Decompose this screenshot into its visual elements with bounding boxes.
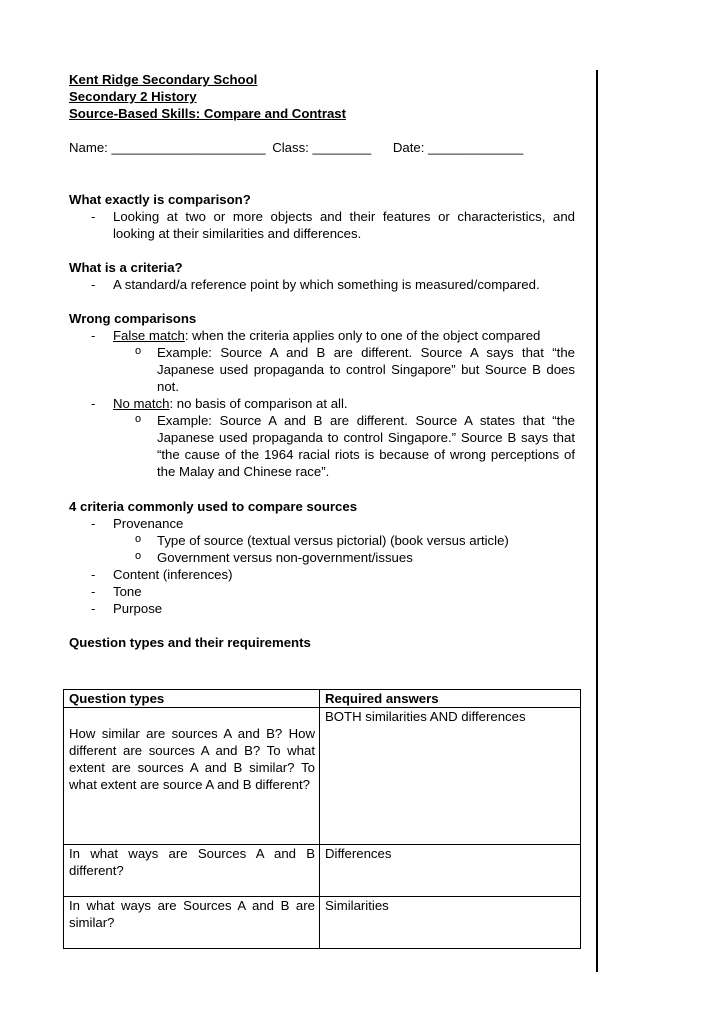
question-cell: In what ways are Sources A and B different? bbox=[64, 845, 320, 897]
table-row bbox=[64, 897, 581, 949]
list-item-false-match bbox=[89, 327, 575, 395]
section-criteria bbox=[69, 259, 575, 293]
term-false-match: False match bbox=[113, 328, 185, 343]
sub-item: o Type of source (textual versus pictorial) (book versus article) bbox=[133, 532, 575, 549]
column-header-required-answers: Required answers bbox=[320, 690, 581, 708]
term-no-match: No match bbox=[113, 396, 170, 411]
example-item: o Example: Source A and B are different. Source A states that “the Japanese used propaganda to control Singapore.” Source B says that “the cause of the 1964 racial riots is because of wrong perceptions of the Malay and Chinese race”. bbox=[133, 412, 575, 480]
list-item-tone: - Tone bbox=[89, 583, 575, 600]
section-question-types bbox=[69, 634, 575, 651]
list-item-content: - Content (inferences) bbox=[89, 566, 575, 583]
section-comparison bbox=[69, 191, 575, 242]
question-cell: In what ways are Sources A and B are similar? bbox=[64, 897, 320, 949]
list-item-purpose: - Purpose bbox=[89, 600, 575, 617]
list-item: - Looking at two or more objects and their features or characteristics, and looking at their similarities and differences. bbox=[89, 208, 575, 242]
margin-rule bbox=[596, 70, 598, 972]
table-header-row bbox=[64, 690, 581, 708]
question-types-table bbox=[63, 689, 581, 949]
question-cell bbox=[64, 708, 320, 845]
section-heading: What is a criteria? bbox=[69, 260, 183, 275]
table-row bbox=[64, 845, 581, 897]
list-item-no-match bbox=[89, 395, 575, 480]
definition-text: : no basis of comparison at all. bbox=[169, 396, 348, 411]
answer-cell: BOTH similarities AND differences bbox=[320, 708, 581, 845]
date-field: Date: _____________ bbox=[392, 140, 524, 155]
section-heading: Wrong comparisons bbox=[69, 311, 197, 326]
list-item: - A standard/a reference point by which something is measured/compared. bbox=[89, 276, 575, 293]
section-heading: Question types and their requirements bbox=[69, 635, 311, 650]
column-header-question-types: Question types bbox=[64, 690, 320, 708]
document-content bbox=[69, 71, 575, 651]
answer-cell: Similarities bbox=[320, 897, 581, 949]
item-label: Provenance bbox=[113, 516, 184, 531]
example-item: o Example: Source A and B are different. Source A says that “the Japanese used propaganda to control Singapore” but Source B does not. bbox=[133, 344, 575, 395]
table-row bbox=[64, 708, 581, 845]
student-info-line bbox=[69, 139, 575, 156]
section-heading: What exactly is comparison? bbox=[69, 192, 251, 207]
class-field: Class: ________ bbox=[272, 140, 372, 155]
answer-cell: Differences bbox=[320, 845, 581, 897]
definition-text: : when the criteria applies only to one of the object compared bbox=[184, 328, 541, 343]
section-wrong-comparisons bbox=[69, 310, 575, 480]
school-name: Kent Ridge Secondary School bbox=[69, 72, 258, 87]
subject-title: Secondary 2 History bbox=[69, 89, 197, 104]
sub-item: o Government versus non-government/issues bbox=[133, 549, 575, 566]
list-item-provenance bbox=[89, 515, 575, 566]
name-field: Name: _____________________ bbox=[69, 140, 266, 155]
section-heading: 4 criteria commonly used to compare sources bbox=[69, 499, 358, 514]
question-text: How similar are sources A and B? How different are sources A and B? To what extent are sources A and B similar? To what extent are source A and B different? bbox=[69, 726, 315, 792]
topic-title: Source-Based Skills: Compare and Contrast bbox=[69, 106, 347, 121]
section-four-criteria bbox=[69, 498, 575, 617]
